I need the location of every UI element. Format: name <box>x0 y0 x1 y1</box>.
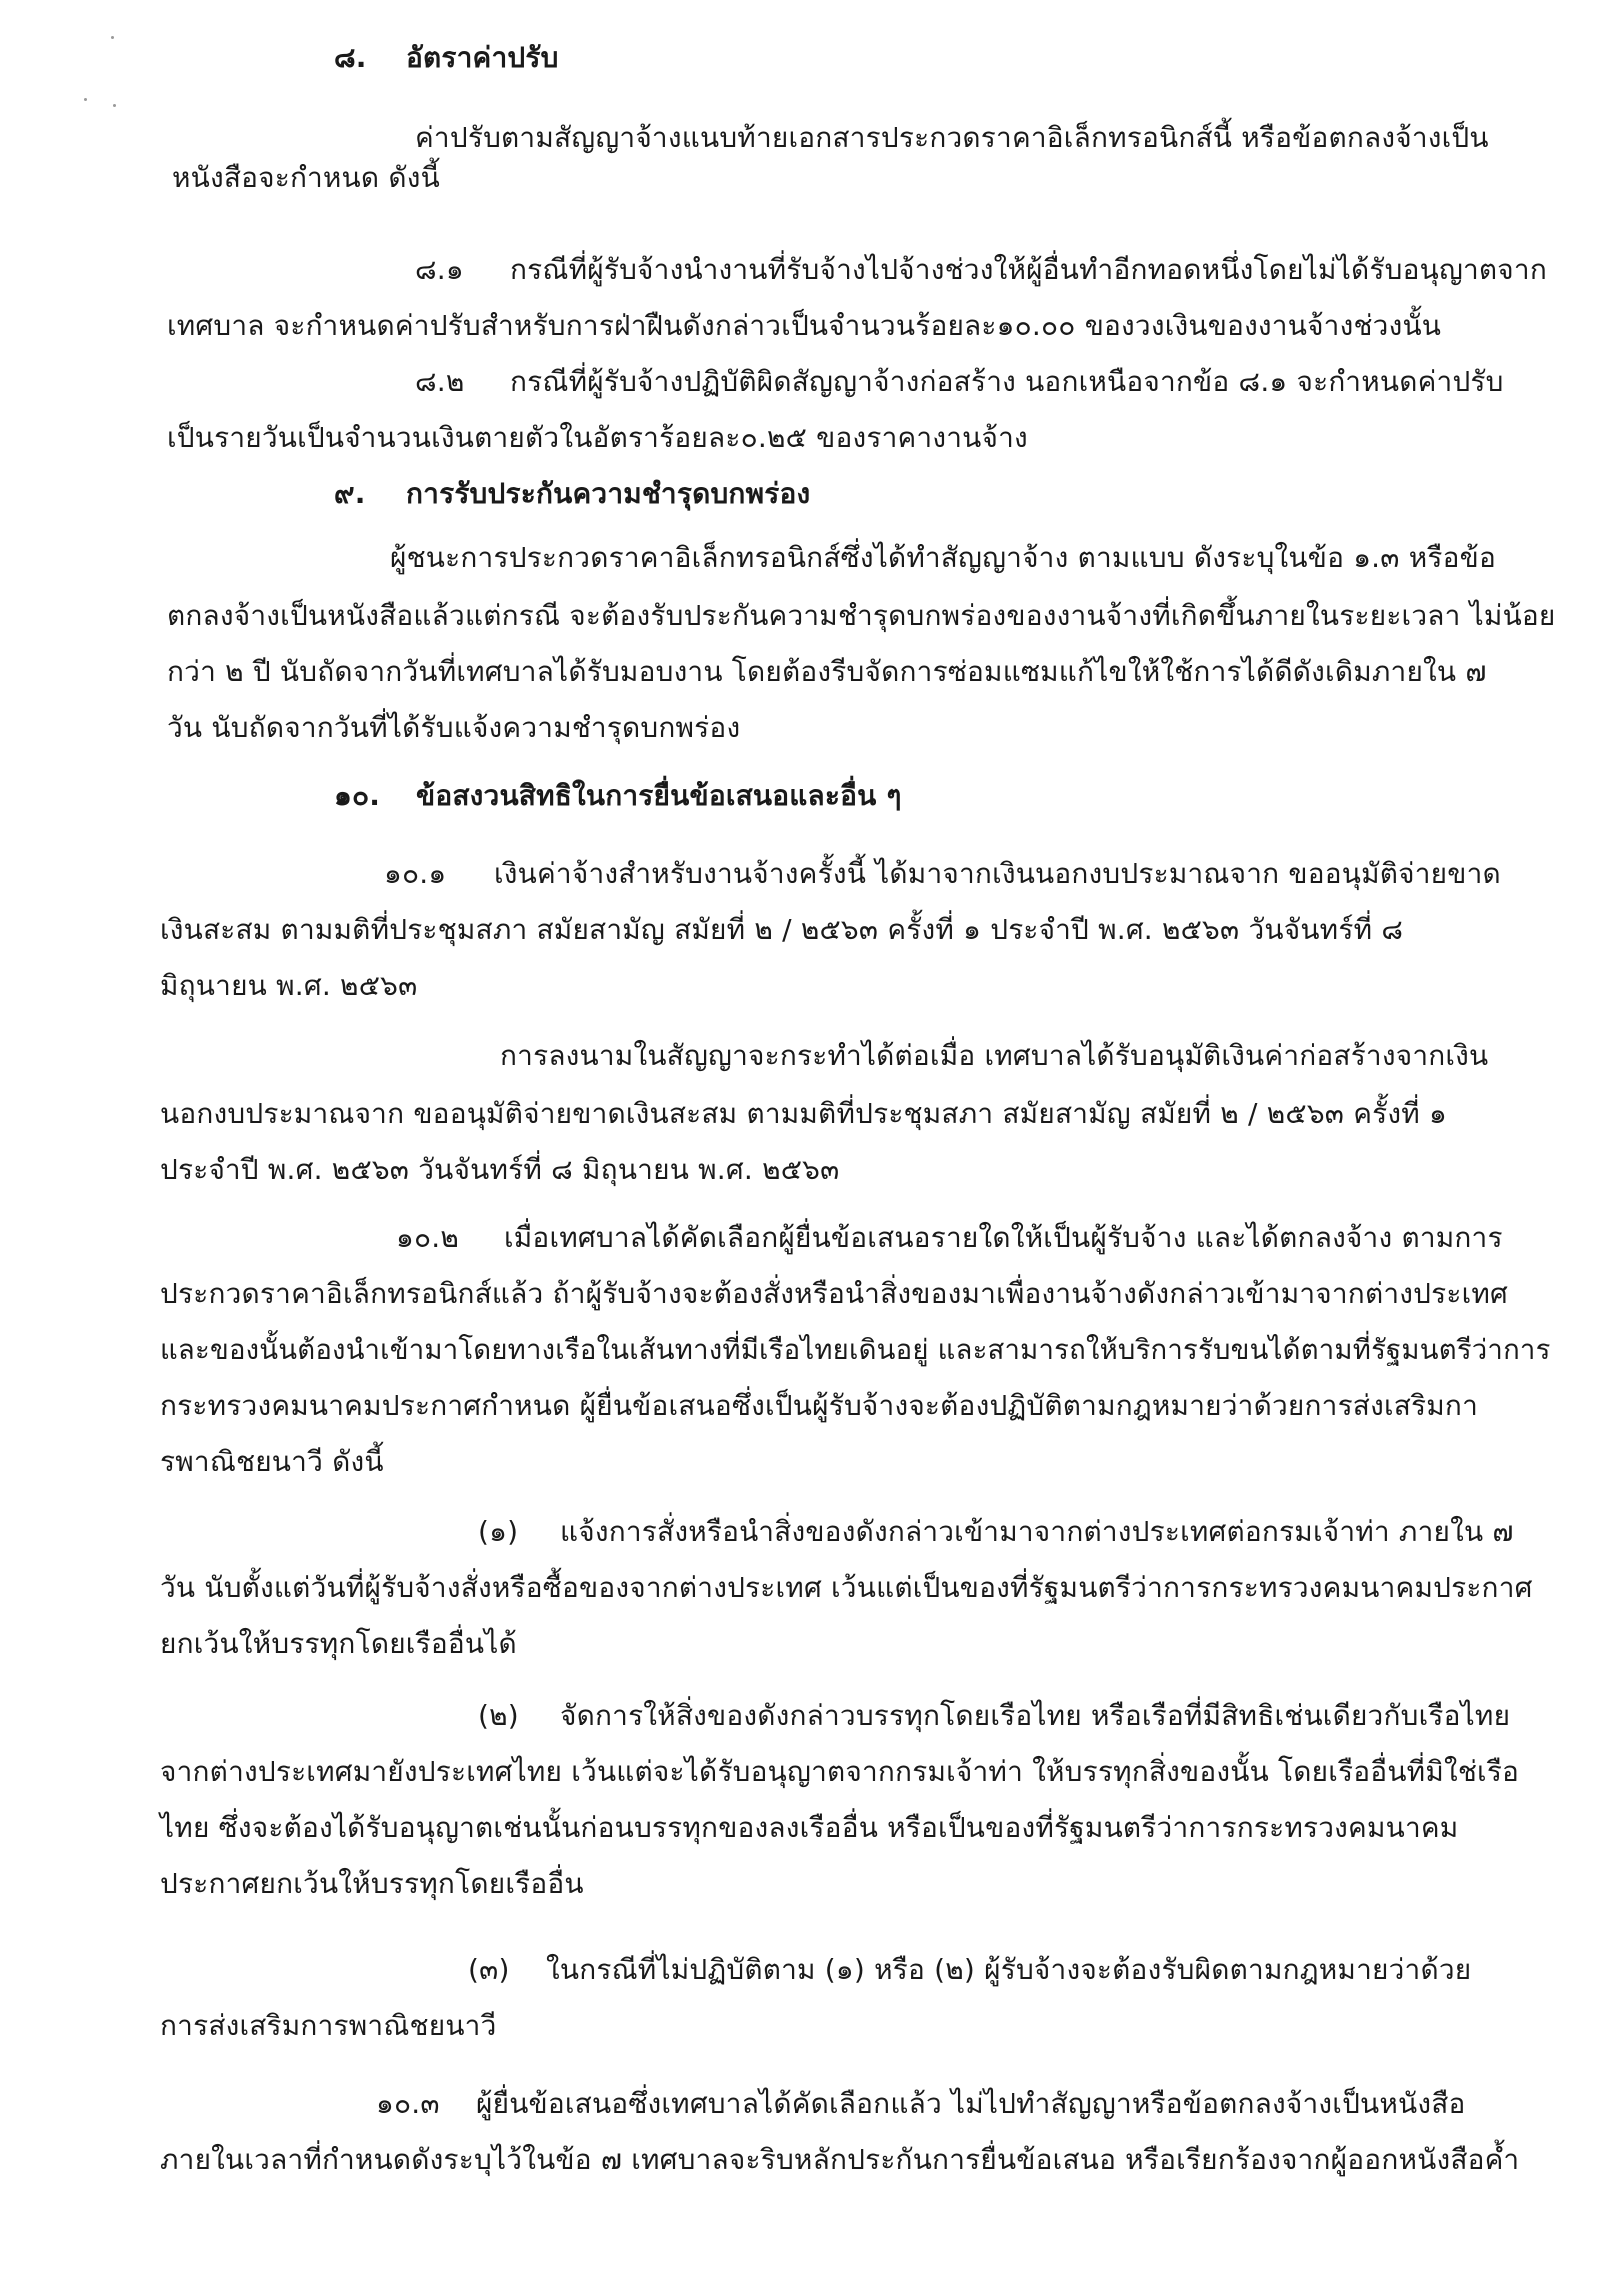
paragraph-line: เงินค่าจ้างสำหรับงานจ้างครั้งนี้ ได้มาจากเงินนอกงบประมาณจาก ขออนุมัติจ่ายขาด <box>494 857 1501 890</box>
subsection-number: ๑๐.๓ <box>376 2087 440 2120</box>
subsection-number: ๘.๑ <box>415 253 464 286</box>
paragraph-line: การส่งเสริมการพาณิชยนาวี <box>160 2009 497 2042</box>
list-item-number: (๒) <box>478 1699 519 1732</box>
paragraph-line: ค่าปรับตามสัญญาจ้างแนบท้ายเอกสารประกวดราคาอิเล็กทรอนิกส์นี้ หรือข้อตกลงจ้างเป็น <box>415 121 1489 154</box>
list-item-number: (๑) <box>478 1515 519 1548</box>
section-10-heading <box>334 776 902 816</box>
scan-speck <box>113 104 116 107</box>
paragraph-line: เงินสะสม ตามมติที่ประชุมสภา สมัยสามัญ สมัยที่ ๒ / ๒๕๖๓ ครั้งที่ ๑ ประจำปี พ.ศ. ๒๕๖๓ วันจันทร์ที่ ๘ <box>160 913 1404 946</box>
subsection-number: ๘.๒ <box>415 365 465 398</box>
section-number: ๘. <box>334 41 367 74</box>
section-9-heading <box>334 474 810 514</box>
paragraph-line: กว่า ๒ ปี นับถัดจากวันที่เทศบาลได้รับมอบงาน โดยต้องรีบจัดการซ่อมแซมแก้ไขให้ใช้การได้ดีดังเดิมภายใน ๗ <box>167 655 1487 688</box>
paragraph-line: กระทรวงคมนาคมประกาศกำหนด ผู้ยื่นข้อเสนอซึ่งเป็นผู้รับจ้างจะต้องปฏิบัติตามกฎหมายว่าด้วยการส่งเสริมกา <box>160 1389 1478 1422</box>
paragraph-line: เมื่อเทศบาลได้คัดเลือกผู้ยื่นข้อเสนอรายใดให้เป็นผู้รับจ้าง และได้ตกลงจ้าง ตามการ <box>504 1221 1503 1254</box>
paragraph-line: วัน นับถัดจากวันที่ได้รับแจ้งความชำรุดบกพร่อง <box>167 711 741 744</box>
scan-speck <box>111 36 114 39</box>
paragraph-line: ประกวดราคาอิเล็กทรอนิกส์แล้ว ถ้าผู้รับจ้างจะต้องสั่งหรือนำสิ่งของมาเพื่องานจ้างดังกล่าวเข้ามาจากต่างประเทศ <box>160 1277 1508 1310</box>
paragraph-line: จากต่างประเทศมายังประเทศไทย เว้นแต่จะได้รับอนุญาตจากกรมเจ้าท่า ให้บรรทุกสิ่งของนั้น โดยเรืออื่นที่มิใช่เรือ <box>160 1755 1520 1788</box>
paragraph-line: ประจำปี พ.ศ. ๒๕๖๓ วันจันทร์ที่ ๘ มิถุนายน พ.ศ. ๒๕๖๓ <box>160 1153 840 1186</box>
list-item-2 <box>478 1696 1510 1736</box>
list-item-1 <box>478 1512 1514 1552</box>
paragraph-line: ไทย ซึ่งจะต้องได้รับอนุญาตเช่นนั้นก่อนบรรทุกของลงเรืออื่น หรือเป็นของที่รัฐมนตรีว่าการกระทรวงคมนาคม <box>160 1811 1459 1844</box>
paragraph-line: แจ้งการสั่งหรือนำสิ่งของดังกล่าวเข้ามาจากต่างประเทศต่อกรมเจ้าท่า ภายใน ๗ <box>560 1515 1514 1548</box>
section-title: อัตราค่าปรับ <box>406 41 559 74</box>
paragraph-line: การลงนามในสัญญาจะกระทำได้ต่อเมื่อ เทศบาลได้รับอนุมัติเงินค่าก่อสร้างจากเงิน <box>500 1039 1489 1072</box>
paragraph-line: และของนั้นต้องนำเข้ามาโดยทางเรือในเส้นทางที่มีเรือไทยเดินอยู่ และสามารถให้บริการรับขนได้ตามที่รัฐมนตรีว่าการ <box>160 1334 1551 1366</box>
section-number: ๙. <box>334 477 366 510</box>
paragraph-line: ในกรณีที่ไม่ปฏิบัติตาม (๑) หรือ (๒) ผู้รับจ้างจะต้องรับผิดตามกฎหมายว่าด้วย <box>546 1953 1472 1986</box>
paragraph-line: มิถุนายน พ.ศ. ๒๕๖๓ <box>160 969 418 1002</box>
section-title: การรับประกันความชำรุดบกพร่อง <box>406 477 811 510</box>
paragraph-line: ประกาศยกเว้นให้บรรทุกโดยเรืออื่น <box>160 1867 584 1900</box>
section-number: ๑๐. <box>334 779 381 812</box>
paragraph-line: ผู้ยื่นข้อเสนอซึ่งเทศบาลได้คัดเลือกแล้ว ไม่ไปทำสัญญาหรือข้อตกลงจ้างเป็นหนังสือ <box>476 2087 1466 2120</box>
subsection-number: ๑๐.๑ <box>384 857 447 890</box>
subsection-10-3 <box>376 2084 1466 2124</box>
paragraph-line: จัดการให้สิ่งของดังกล่าวบรรทุกโดยเรือไทย หรือเรือที่มีสิทธิเช่นเดียวกับเรือไทย <box>560 1699 1511 1732</box>
paragraph-line: กรณีที่ผู้รับจ้างปฏิบัติผิดสัญญาจ้างก่อสร้าง นอกเหนือจากข้อ ๘.๑ จะกำหนดค่าปรับ <box>510 365 1504 398</box>
section-title: ข้อสงวนสิทธิในการยื่นข้อเสนอและอื่น ๆ <box>416 779 902 812</box>
paragraph-line: เทศบาล จะกำหนดค่าปรับสำหรับการฝ่าฝืนดังกล่าวเป็นจำนวนร้อยละ๑๐.๐๐ ของวงเงินของงานจ้างช่วงนั้น <box>167 309 1442 342</box>
subsection-number: ๑๐.๒ <box>396 1221 460 1254</box>
paragraph-line: กรณีที่ผู้รับจ้างนำงานที่รับจ้างไปจ้างช่วงให้ผู้อื่นทำอีกทอดหนึ่งโดยไม่ได้รับอนุญาตจาก <box>510 253 1547 286</box>
paragraph-line: ภายในเวลาที่กำหนดดังระบุไว้ในข้อ ๗ เทศบาลจะริบหลักประกันการยื่นข้อเสนอ หรือเรียกร้องจากผู้ออกหนังสือค้ำ <box>160 2143 1520 2176</box>
paragraph-line: รพาณิชยนาวี ดังนี้ <box>160 1445 384 1478</box>
paragraph-line: หนังสือจะกำหนด ดังนี้ <box>172 161 440 194</box>
paragraph-line: นอกงบประมาณจาก ขออนุมัติจ่ายขาดเงินสะสม ตามมติที่ประชุมสภา สมัยสามัญ สมัยที่ ๒ / ๒๕๖๓ ครั้งที่ ๑ <box>160 1097 1448 1130</box>
subsection-10-2 <box>396 1218 1503 1258</box>
paragraph-line: ตกลงจ้างเป็นหนังสือแล้วแต่กรณี จะต้องรับประกันความชำรุดบกพร่องของงานจ้างที่เกิดขึ้นภายในระยะเวลา ไม่น้อย <box>167 599 1556 632</box>
list-item-number: (๓) <box>468 1953 510 1986</box>
paragraph-line: วัน นับตั้งแต่วันที่ผู้รับจ้างสั่งหรือซื้อของจากต่างประเทศ เว้นแต่เป็นของที่รัฐมนตรีว่าการกระทรวงคมนาคมประกาศ <box>160 1571 1533 1604</box>
paragraph-line: ยกเว้นให้บรรทุกโดยเรืออื่นได้ <box>160 1627 517 1660</box>
list-item-3 <box>468 1950 1471 1990</box>
subsection-10-1 <box>384 854 1501 894</box>
subsection-8-2 <box>415 362 1504 402</box>
section-8-heading <box>334 38 559 78</box>
paragraph-line: เป็นรายวันเป็นจำนวนเงินตายตัวในอัตราร้อยละ๐.๒๕ ของราคางานจ้าง <box>167 421 1028 454</box>
paragraph-line: ผู้ชนะการประกวดราคาอิเล็กทรอนิกส์ซึ่งได้ทำสัญญาจ้าง ตามแบบ ดังระบุในข้อ ๑.๓ หรือข้อ <box>390 541 1496 574</box>
scan-speck <box>84 98 87 101</box>
subsection-8-1 <box>415 250 1547 290</box>
